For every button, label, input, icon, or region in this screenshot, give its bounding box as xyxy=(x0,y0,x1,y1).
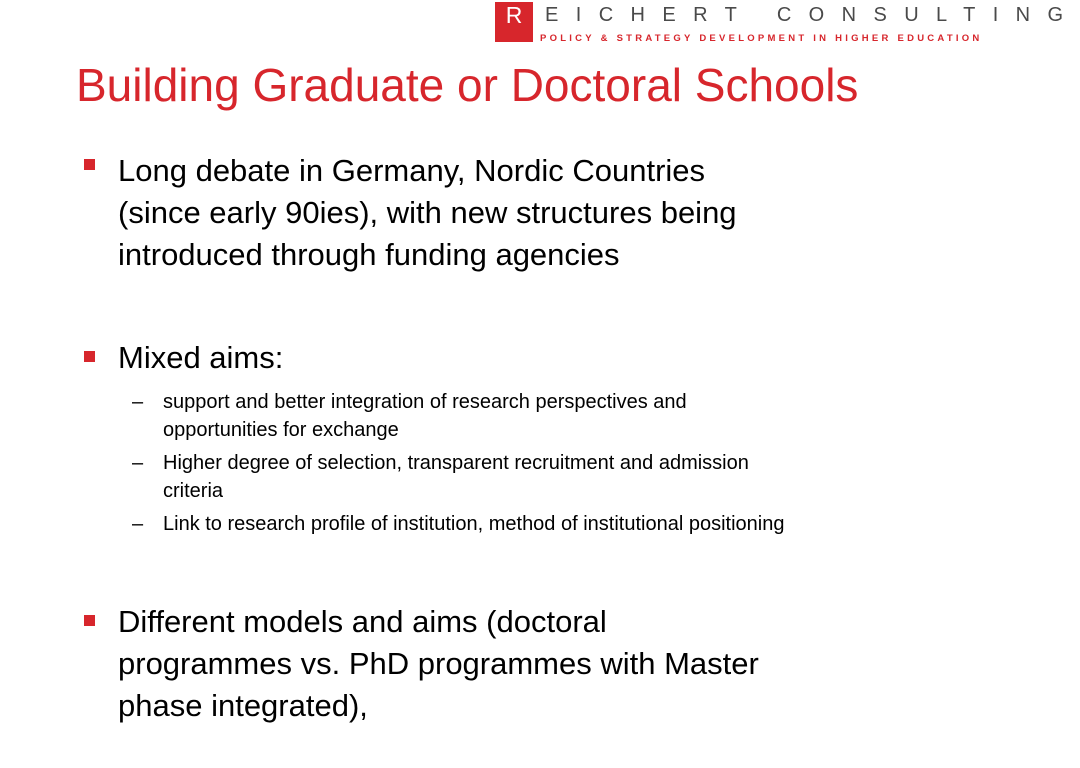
bullet-square-icon xyxy=(84,351,95,362)
sub-bullet-text xyxy=(163,388,963,444)
company-logo xyxy=(495,2,1080,44)
bullet-square-icon xyxy=(84,159,95,170)
bullet-line: (since early 90ies), with new structures being xyxy=(118,195,737,230)
bullet-line: phase integrated), xyxy=(118,688,368,723)
sub-bullet-line: criteria xyxy=(163,480,224,502)
bullet-text xyxy=(118,337,978,379)
sub-bullet-line: opportunities for exchange xyxy=(163,419,399,441)
bullet-line: introduced through funding agencies xyxy=(118,237,620,272)
bullet-line: Mixed aims: xyxy=(118,340,284,375)
dash-icon: – xyxy=(132,513,144,535)
bullet-text xyxy=(118,601,978,727)
sub-bullet-line: Higher degree of selection, transparent recruitment and admission xyxy=(163,452,749,474)
slide-title: Building Graduate or Doctoral Schools xyxy=(76,59,859,111)
sub-bullet-line: Link to research profile of institution, method of institutional positioning xyxy=(163,513,785,535)
logo-tagline: POLICY & STRATEGY DEVELOPMENT IN HIGHER EDUCATION xyxy=(540,33,983,44)
dash-icon: – xyxy=(132,391,144,413)
sub-bullet-text xyxy=(163,510,963,538)
bullet-square-icon xyxy=(84,615,95,626)
bullet-line: programmes vs. PhD programmes with Master xyxy=(118,646,759,681)
sub-bullet-text xyxy=(163,449,963,505)
logo-letter-box: R xyxy=(495,2,533,42)
logo-company-name: EICHERT CONSULTING xyxy=(545,4,1080,26)
dash-icon: – xyxy=(132,452,144,474)
bullet-line: Different models and aims (doctoral xyxy=(118,604,607,639)
bullet-text xyxy=(118,150,978,276)
bullet-line: Long debate in Germany, Nordic Countries xyxy=(118,153,706,188)
sub-bullet-line: support and better integration of research perspectives and xyxy=(163,391,687,413)
